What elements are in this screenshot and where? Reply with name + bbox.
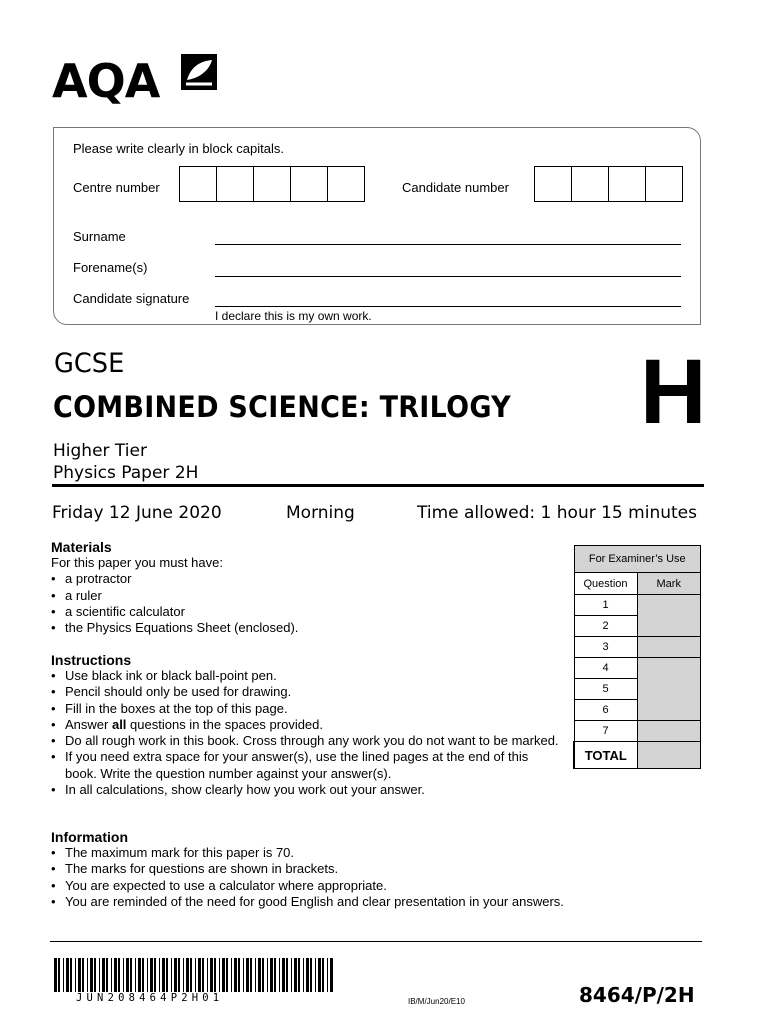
barcode-bar [315,958,316,992]
barcode-bar [58,958,60,992]
barcode-bar [54,958,57,992]
barcode-bar [162,958,165,992]
candidate-number-label: Candidate number [402,180,509,195]
barcode-bar [195,958,196,992]
instructions-item: • If you need extra space for your answer(s), use the lined pages at the end of this book. Write the question number against your answer(s). [51,749,561,782]
barcode-bar [318,958,321,992]
barcode-bar [75,958,76,992]
tier-name: Higher Tier [53,441,147,461]
barcode-bar [250,958,252,992]
col-mark-header: Mark [637,573,701,595]
instructions-section [51,652,561,798]
barcode-bar [82,958,84,992]
exam-session: Morning [286,503,355,523]
barcode-bar [322,958,324,992]
materials-heading: Materials [51,539,112,555]
forename-label: Forename(s) [73,260,148,275]
barcode-bar [306,958,309,992]
barcode-bar [186,958,189,992]
information-item: • The maximum mark for this paper is 70. [51,845,691,861]
barcode-bar [78,958,81,992]
question-number: 3 [574,637,637,658]
information-item: • You are reminded of the need for good English and clear presentation in your answers. [51,894,691,910]
forename-field[interactable] [215,276,681,277]
information-heading: Information [51,829,128,845]
subject-title: COMBINED SCIENCE: TRILOGY [53,390,511,424]
barcode-bar [262,958,264,992]
surname-field[interactable] [215,244,681,245]
instructions-item [51,717,561,733]
tier-letter: H [640,341,707,443]
total-label: TOTAL [574,742,637,769]
centre-number-label: Centre number [73,180,160,195]
barcode-bar [198,958,201,992]
barcode-bar [219,958,220,992]
aqa-leaf-icon [181,54,217,90]
barcode-bar [70,958,72,992]
mark-cell[interactable] [637,721,701,742]
question-number: 2 [574,616,637,637]
barcode-bar [231,958,232,992]
barcode-bar [246,958,249,992]
barcode-bar [226,958,228,992]
barcode-bar [183,958,184,992]
barcode-bar [138,958,141,992]
barcode-bar [174,958,177,992]
mark-cell[interactable] [637,595,701,637]
barcode-bar [222,958,225,992]
barcode-bar [114,958,117,992]
barcode-bar [243,958,244,992]
barcode-text: JUN208464P2H01 [76,992,224,1004]
candidate-digit-box[interactable] [645,167,682,201]
signature-field[interactable] [215,306,681,307]
title-divider [52,484,704,487]
surname-label: Surname [73,229,126,244]
answer-emphasis: all [111,716,127,732]
barcode-bar [154,958,156,992]
paper-name: Physics Paper 2H [53,463,199,483]
barcode-bar [286,958,288,992]
question-number: 5 [574,679,637,700]
barcode-bar [123,958,124,992]
materials-item: • a ruler [51,588,561,604]
exam-date: Friday 12 June 2020 [52,503,222,523]
barcode-bar [255,958,256,992]
barcode-bar [291,958,292,992]
answer-prefix: Answer [65,716,112,732]
candidate-digit-box[interactable] [571,167,608,201]
barcode-bar [142,958,144,992]
footer-divider [50,941,702,942]
barcode-bar [106,958,108,992]
barcode-bar [267,958,268,992]
barcode-bar [258,958,261,992]
barcode-bar [178,958,180,992]
question-number: 4 [574,658,637,679]
barcode-bar [202,958,204,992]
barcode-bar [159,958,160,992]
barcode-bar [270,958,273,992]
mark-cell[interactable] [637,637,701,658]
barcode-bar [126,958,129,992]
barcode-bar [130,958,132,992]
paper-code: 8464/P/2H [579,983,695,1007]
answer-suffix: questions in the spaces provided. [126,716,324,732]
materials-item: • a protractor [51,571,561,587]
barcode-bar [118,958,120,992]
information-item: • The marks for questions are shown in brackets. [51,861,691,877]
col-question-header: Question [574,573,637,595]
instructions-item: • Use black ink or black ball-point pen. [51,668,561,684]
candidate-number-boxes[interactable] [534,166,683,202]
time-allowed: Time allowed: 1 hour 15 minutes [417,503,697,523]
information-section [51,829,691,910]
centre-number-boxes[interactable] [179,166,365,202]
materials-section [51,539,561,636]
tier-block [53,440,198,484]
barcode [54,958,336,992]
barcode-bar [66,958,69,992]
barcode-bar [166,958,168,992]
mark-cell[interactable] [637,658,701,721]
aqa-logo: AQA [52,54,160,108]
candidate-digit-box[interactable] [535,167,571,201]
question-number: 7 [574,721,637,742]
barcode-bar [171,958,172,992]
instructions-heading: Instructions [51,652,132,668]
barcode-bar [310,958,312,992]
barcode-bar [190,958,192,992]
total-mark-cell[interactable] [637,742,701,769]
barcode-bar [238,958,240,992]
barcode-bar [282,958,285,992]
centre-digit-box[interactable] [327,167,364,201]
barcode-bar [135,958,136,992]
barcode-bar [207,958,208,992]
barcode-bar [150,958,153,992]
centre-digit-box[interactable] [216,167,253,201]
barcode-bar [102,958,105,992]
candidate-digit-box[interactable] [608,167,645,201]
instructions-item: • Fill in the boxes at the top of this page. [51,701,561,717]
barcode-bar [63,958,64,992]
examiner-title: For Examiner’s Use [574,546,701,573]
centre-digit-box[interactable] [180,167,216,201]
centre-digit-box[interactable] [253,167,290,201]
barcode-bar [279,958,280,992]
barcode-bar [210,958,213,992]
block-capitals-instruction: Please write clearly in block capitals. [73,141,284,156]
barcode-bar [330,958,333,992]
barcode-bar [294,958,297,992]
barcode-bar [111,958,112,992]
barcode-bar [303,958,304,992]
barcode-bar [87,958,88,992]
barcode-bar [90,958,93,992]
instructions-item: • In all calculations, show clearly how you work out your answer. [51,782,561,798]
materials-item: • a scientific calculator [51,604,561,620]
qualification-title: GCSE [54,348,125,379]
barcode-bar [327,958,328,992]
instructions-item: • Do all rough work in this book. Cross through any work you do not want to be marked. [51,733,561,749]
barcode-bar [94,958,96,992]
document-reference: IB/M/Jun20/E10 [408,997,465,1006]
materials-item: • the Physics Equations Sheet (enclosed). [51,620,561,636]
question-number: 1 [574,595,637,616]
barcode-bar [147,958,148,992]
question-number: 6 [574,700,637,721]
signature-label: Candidate signature [73,291,190,306]
barcode-bar [99,958,100,992]
barcode-bar [298,958,300,992]
barcode-bar [234,958,237,992]
examiner-table [573,545,701,769]
information-item: • You are expected to use a calculator where appropriate. [51,878,691,894]
centre-digit-box[interactable] [290,167,327,201]
materials-intro: For this paper you must have: [51,555,223,570]
barcode-bar [274,958,276,992]
barcode-bar [214,958,216,992]
declaration-text: I declare this is my own work. [215,309,372,323]
instructions-item: • Pencil should only be used for drawing. [51,684,561,700]
